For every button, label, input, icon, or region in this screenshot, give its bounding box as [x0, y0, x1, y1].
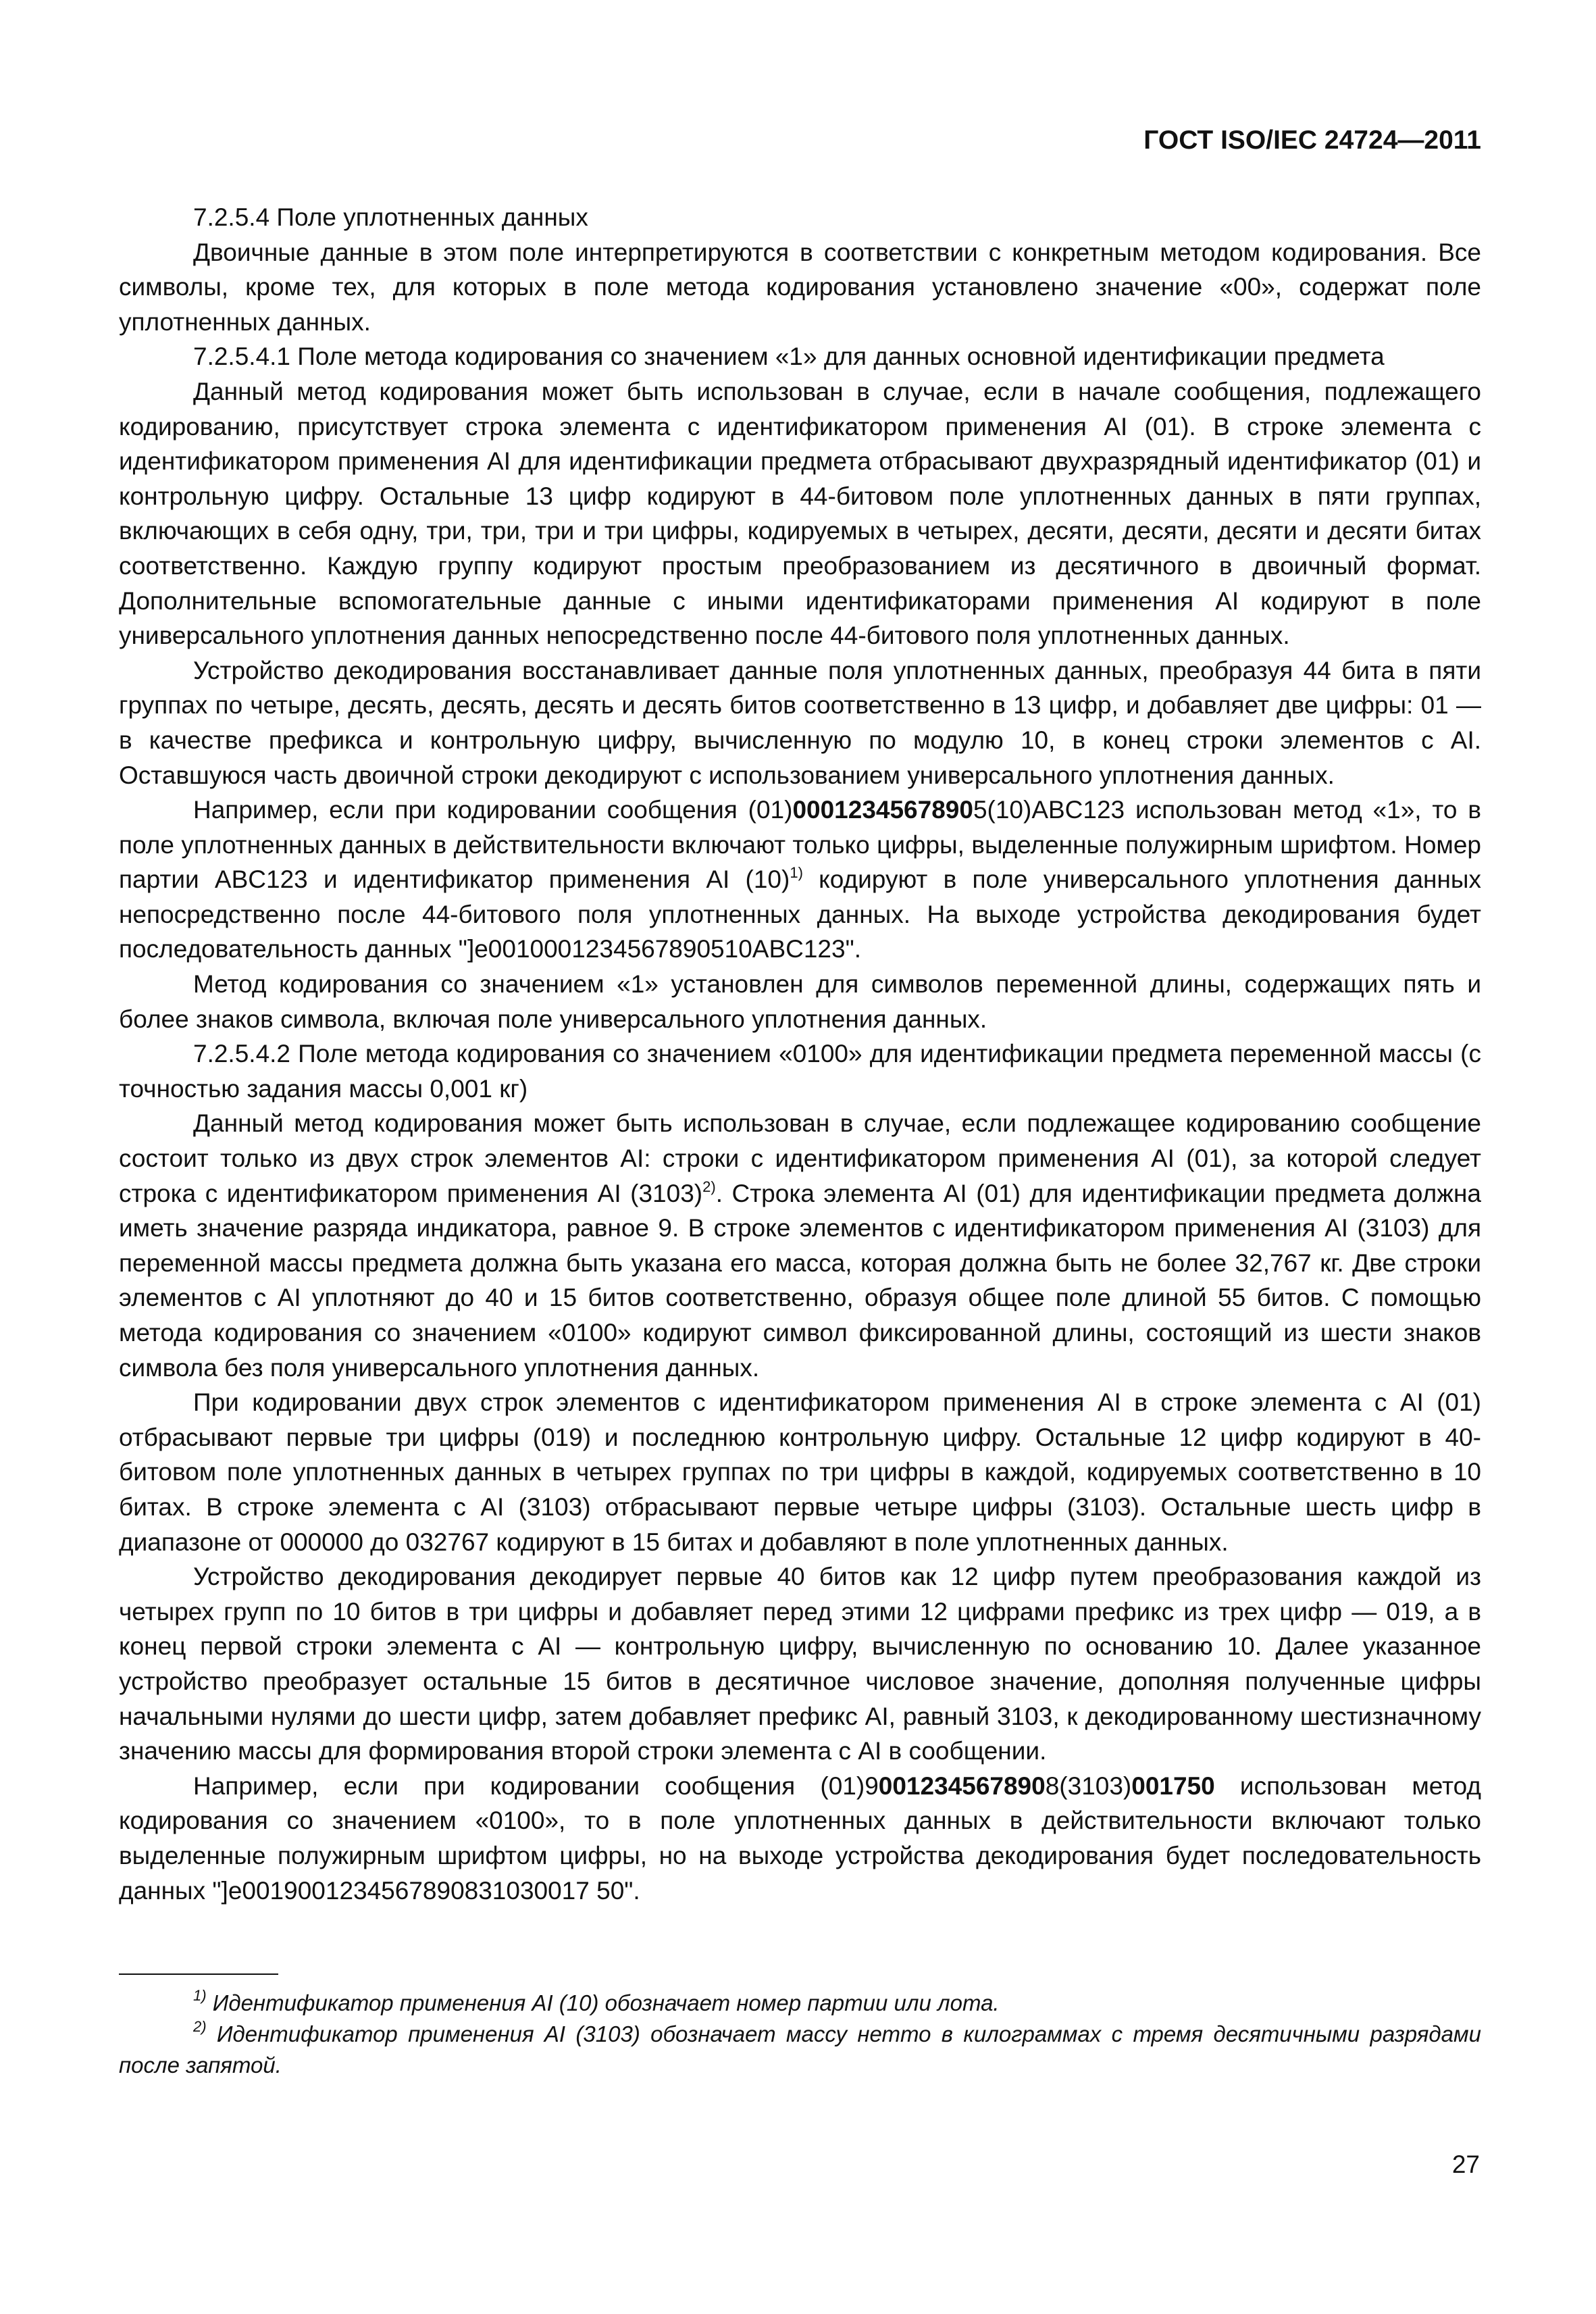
footnote	[119, 1988, 1481, 2019]
footnote-separator	[119, 1973, 278, 1975]
section-heading-7-2-5-4-2: 7.2.5.4.2 Поле метода кодирования со значением «0100» для идентификации предмета переменной массы (с точностью задания массы 0,001 кг)	[119, 1040, 1481, 1103]
paragraph: При кодировании двух строк элементов с идентификатором применения AI в строке элемента с AI (01) отбрасывают первые три цифры (019) и последнюю контрольную цифру. Остальные 12 цифр кодируют в 40-битовом поле уплотненных данных в четырех группах по три цифры в каждой, кодируемых соответственно в 10 битах. В строке элемента с AI (3103) отбрасывают первые четыре цифры (3103). Остальные шесть цифр в диапазоне от 000000 до 032767 кодируют в 15 битах и добавляют в поле уплотненных данных.	[119, 1388, 1481, 1556]
paragraph: Устройство декодирования восстанавливает данные поля уплотненных данных, преобразуя 44 бита в пяти группах по четыре, десять, десять, десять и десять битов соответственно в 13 цифр, и добавляет две цифры: 01 — в качестве префикса и контрольную цифру, вычисленную по модулю 10, в конец строки элементов с AI. Оставшуюся часть двоичной строки декодируют с использованием универсального уплотнения данных.	[119, 656, 1481, 789]
section-heading-7-2-5-4: 7.2.5.4 Поле уплотненных данных	[193, 203, 588, 231]
footnote-text: Идентификатор применения AI (3103) обозначает массу нетто в килограммах с тремя десятичными разрядами после запятой.	[119, 2021, 1481, 2078]
footnote-mark: 1)	[193, 1987, 207, 2004]
text-run: 8(3103)	[1045, 1771, 1132, 1800]
footnote-mark: 2)	[193, 2018, 207, 2035]
body-text	[119, 200, 1481, 1908]
footnote-ref: 2)	[702, 1178, 716, 1195]
footnote-text: Идентификатор применения AI (10) обозначает номер партии или лота.	[206, 1990, 1000, 2015]
paragraph	[119, 1106, 1481, 1385]
text-run: . Строка элемента AI (01) для идентификации предмета должна иметь значение разряда индикатора, равное 9. В строке элементов с идентификатором применения AI (3103) для переменной массы предмета должна быть указана его масса, которая должна быть не более 32,767 кг. Две строки элементов с AI уплотняют до 40 и 15 битов соответственно, образуя общее поле длиной 55 битов. С помощью метода кодирования со значением «0100» кодируют символ фиксированной длины, состоящий из шести знаков символа без поля универсального уплотнения данных.	[119, 1179, 1481, 1382]
example-paragraph	[119, 1769, 1481, 1908]
page-number: 27	[1451, 2150, 1480, 2178]
footnotes	[119, 1988, 1481, 2081]
text-run: Например, если при кодировании сообщения (01)9	[193, 1771, 879, 1800]
paragraph: Устройство декодирования декодирует первые 40 битов как 12 цифр путем преобразования каждой из четырех групп по 10 битов в три цифры и добавляет перед этими 12 цифрами префикс из трех цифр — 019, а в конец первой строки элемента с AI — контрольную цифру, вычисленную по основанию 10. Далее указанное устройство преобразует остальные 15 битов в десятичное числовое значение, дополняя полученные цифры начальными нулями до шести цифр, затем добавляет префикс AI, равный 3103, к декодированному шестизначному значению массы для формирования второй строки элемента с AI в сообщении.	[119, 1563, 1481, 1765]
text-run: Например, если при кодировании сообщения (01)	[193, 796, 793, 824]
example-paragraph	[119, 793, 1481, 967]
text-run: 5(10)ABC123 использован метод «1», то в поле уплотненных данных в действительности включают только цифры, выделенные полужирным шрифтом. Номер партии ABC123 и идентификатор применения AI (10)	[119, 796, 1481, 894]
text-run: Данный метод кодирования может быть использован в случае, если подлежащее кодированию сообщение состоит только из двух строк элементов AI: строки с идентификатором применения AI (01), за которой следует строка с идентификатором применения AI (3103)	[119, 1109, 1481, 1207]
bold-digits: 001750	[1131, 1771, 1215, 1800]
bold-digits: 001234567890	[878, 1771, 1046, 1800]
text-run: использован метод кодирования со значением «0100», то в поле уплотненных данных в действительности включают только выделенные полужирным шрифтом цифры, но на выходе устройства декодирования будет последовательность данных "]e0019001234567890831030017 50".	[119, 1771, 1481, 1905]
text-run: кодируют в поле универсального уплотнения данных непосредственно после 44-битового поля уплотненных данных. На выходе устройства декодирования будет последовательность данных "]e0010001234567890510ABC123".	[119, 865, 1481, 963]
footnote	[119, 2019, 1481, 2081]
section-heading-7-2-5-4-1: 7.2.5.4.1 Поле метода кодирования со значением «1» для данных основной идентификации предмета	[193, 343, 1385, 371]
paragraph: Метод кодирования со значением «1» установлен для символов переменной длины, содержащих пять и более знаков символа, включая поле универсального уплотнения данных.	[119, 970, 1481, 1033]
paragraph: Данный метод кодирования может быть использован в случае, если в начале сообщения, подлежащего кодированию, присутствует строка элемента с идентификатором применения AI (01). В строке элемента с идентификатором применения AI для идентификации предмета отбрасывают двухразрядный идентификатор (01) и контрольную цифру. Остальные 13 цифр кодируют в 44-битовом поле уплотненных данных в пяти группах, включающих в себя одну, три, три, три и три цифры, кодируемых в четырех, десяти, десяти, десяти и десяти битах соответственно. Каждую группу кодируют простым преобразованием из десятичного в двоичный формат. Дополнительные вспомогательные данные с иными идентификаторами применения AI кодируют в поле универсального уплотнения данных непосредственно после 44-битового поля уплотненных данных.	[119, 377, 1481, 650]
paragraph: Двоичные данные в этом поле интерпретируются в соответствии с конкретным методом кодирования. Все символы, кроме тех, для которых в поле метода кодирования установлено значение «00», содержат поле уплотненных данных.	[119, 238, 1481, 336]
document-standard-header: ГОСТ ISO/IEC 24724—2011	[1143, 126, 1481, 155]
bold-digits: 0001234567890	[792, 796, 973, 824]
footnote-ref: 1)	[790, 864, 803, 882]
